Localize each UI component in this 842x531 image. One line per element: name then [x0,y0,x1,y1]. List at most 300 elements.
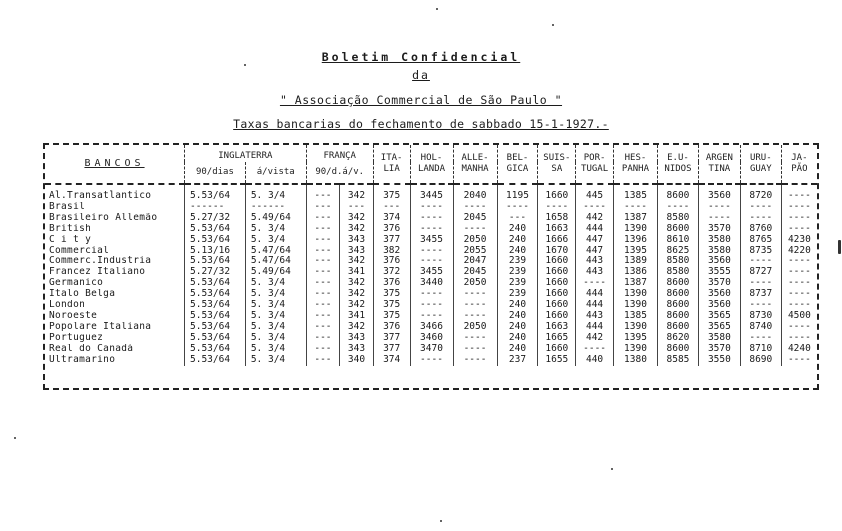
rate-cell: 1658 [538,213,576,224]
rate-cell: ---- [410,289,453,300]
rate-cell: ---- [781,267,817,278]
header-bancos: BANCOS [45,145,185,184]
rate-cell: 377 [373,344,410,355]
rate-cell: 1385 [613,184,657,202]
rate-cell: 5.53/64 [185,322,246,333]
rate-cell: 1389 [613,256,657,267]
rate-cell: --- [340,202,374,213]
table-row [45,202,817,213]
rate-cell: ---- [576,278,614,289]
rate-cell: 3470 [410,344,453,355]
table-row [45,267,817,278]
rate-cell: ---- [613,202,657,213]
rate-cell: 5. 3/4 [245,300,306,311]
rate-cell: 5.53/64 [185,184,246,202]
rate-cell: 440 [576,355,614,366]
rate-cell: 8765 [740,235,781,246]
rate-cell: 340 [340,355,374,366]
rate-cell: 1655 [538,355,576,366]
rate-cell: 2045 [453,213,497,224]
rate-cell: 443 [576,256,614,267]
rate-cell: 240 [497,224,538,235]
header-suissa: SUIS- SA [538,145,576,184]
bank-name: London [49,300,86,311]
table-row [45,355,817,366]
rate-cell: 5.53/64 [185,256,246,267]
rate-cell: 372 [373,267,410,278]
table-row [45,235,817,246]
bank-name: Germanico [49,278,104,289]
rate-cell: 5. 3/4 [245,311,306,322]
header-uruguay: URU- GUAY [740,145,781,184]
bank-name: Noroeste [49,310,98,321]
rate-cell: 376 [373,278,410,289]
rate-cell: 1660 [538,278,576,289]
header-belgica: BEL- GICA [497,145,538,184]
rate-cell: 8740 [740,322,781,333]
rate-cell: 3570 [698,278,740,289]
rate-cell: 1390 [613,300,657,311]
rate-cell: 3560 [698,256,740,267]
rate-cell: ---- [740,213,781,224]
rate-cell: ---- [740,202,781,213]
rate-cell: --- [306,278,340,289]
rate-cell: 5.53/64 [185,355,246,366]
rate-cell: ---- [698,202,740,213]
rate-cell: 1660 [538,289,576,300]
bank-name: Brasil [49,201,86,212]
rate-cell: 3560 [698,289,740,300]
header-japao: JA- PÃO [781,145,817,184]
rate-cell: 8730 [740,311,781,322]
rate-cell: 8580 [658,256,699,267]
table-row [45,344,817,355]
header-hollanda: HOL- LANDA [410,145,453,184]
rate-cell: 8735 [740,246,781,257]
header-franca-sub: 90/d.á/v. [306,162,373,184]
rate-cell: 374 [373,355,410,366]
rate-cell: 5.53/64 [185,333,246,344]
table-row [45,256,817,267]
rate-cell: 8600 [658,344,699,355]
rate-cell: 374 [373,213,410,224]
document-subtitle: da [412,68,430,82]
rate-cell: 443 [576,267,614,278]
rate-cell: 1390 [613,224,657,235]
bank-name: Commercial [49,245,110,256]
rate-cell: 1390 [613,344,657,355]
rate-cell: 8585 [658,355,699,366]
rate-cell: ---- [740,278,781,289]
rate-cell: ---- [781,224,817,235]
rate-cell: 444 [576,322,614,333]
header-inglaterra-vista: á/vista [245,162,306,184]
rate-cell: 343 [340,344,374,355]
rate-cell: 3580 [698,333,740,344]
rate-cell: --- [306,235,340,246]
rate-cell: 342 [340,213,374,224]
rate-cell: --- [306,202,340,213]
scan-speck [244,64,246,66]
rate-cell: 5. 3/4 [245,235,306,246]
rate-cell: 5. 3/4 [245,289,306,300]
rate-cell: 3565 [698,311,740,322]
scan-speck [611,468,613,470]
bank-name: Italo Belga [49,289,116,300]
bank-name: C i t y [49,234,92,245]
rate-cell: 342 [340,184,374,202]
rate-cell: 343 [340,235,374,246]
rate-cell: 1396 [613,235,657,246]
rate-cell: --- [306,322,340,333]
rate-cell: ---- [781,278,817,289]
bank-name: Francez Italiano [49,267,146,278]
rate-cell: 5.13/16 [185,246,246,257]
bank-name: Brasileiro Allemão [49,212,158,223]
rate-cell: --- [306,300,340,311]
rate-cell: ---- [410,355,453,366]
rate-cell: ---- [781,256,817,267]
rate-cell: 4220 [781,246,817,257]
rate-cell: 1386 [613,267,657,278]
bank-name: Al.Transatlantico [49,190,152,201]
rate-cell: 1380 [613,355,657,366]
rate-cell: 2040 [453,184,497,202]
rate-cell: 341 [340,311,374,322]
rate-cell: 8600 [658,311,699,322]
rate-cell: ---- [781,289,817,300]
rate-cell: 342 [340,224,374,235]
rate-cell: 5.53/64 [185,235,246,246]
rate-cell: ---- [453,300,497,311]
rate-cell: ---- [781,202,817,213]
rate-cell: 8600 [658,289,699,300]
rate-cell: 5.49/64 [245,267,306,278]
rate-cell: 240 [497,246,538,257]
rate-cell: 3580 [698,246,740,257]
rate-cell: 4240 [781,344,817,355]
rate-cell: --- [306,344,340,355]
rate-cell: 442 [576,333,614,344]
rate-cell: ---- [740,333,781,344]
rate-cell: 8610 [658,235,699,246]
exchange-rate-table [43,143,819,390]
rate-cell: --- [373,202,410,213]
table-row [45,333,817,344]
rate-cell: 1663 [538,322,576,333]
rate-cell: 376 [373,322,410,333]
rate-cell: 1670 [538,246,576,257]
rate-cell: 240 [497,344,538,355]
rate-cell: 5.53/64 [185,311,246,322]
rate-cell: 3565 [698,322,740,333]
rate-cell: 3455 [410,267,453,278]
table-caption: Taxas bancarias do fechamento de sabbado 15-1-1927.- [233,117,609,131]
rate-cell: ---- [453,311,497,322]
rate-cell: 5.53/64 [185,278,246,289]
rate-cell: 5.53/64 [185,300,246,311]
rate-cell: ---- [497,202,538,213]
header-inglaterra-90dias: 90/dias [185,162,246,184]
rate-cell: 444 [576,289,614,300]
rate-cell: 3570 [698,224,740,235]
rate-cell: 237 [497,355,538,366]
header-italia: ITA- LIA [373,145,410,184]
rate-cell: 5. 3/4 [245,344,306,355]
rate-cell: 5. 3/4 [245,333,306,344]
rate-cell: ---- [781,322,817,333]
rate-cell: 8710 [740,344,781,355]
rate-cell: 1660 [538,344,576,355]
rate-cell: 8690 [740,355,781,366]
rate-cell: ------ [245,202,306,213]
table-row [45,289,817,300]
bank-name: Portuguez [49,332,104,343]
header-franca: FRANÇA [306,145,373,162]
rate-cell: 342 [340,289,374,300]
header-allemanha: ALLE- MANHA [453,145,497,184]
rate-cell: 8600 [658,322,699,333]
rate-cell: ---- [781,213,817,224]
rate-cell: --- [306,246,340,257]
rate-cell: 8760 [740,224,781,235]
rate-cell: --- [306,289,340,300]
rate-cell: 342 [340,300,374,311]
rate-cell: 1195 [497,184,538,202]
rate-cell: ---- [781,184,817,202]
scan-edge-mark [838,240,841,254]
rate-cell: 2055 [453,246,497,257]
rate-cell: 240 [497,322,538,333]
rate-cell: 1660 [538,311,576,322]
rate-cell: 342 [340,322,374,333]
rate-cell: --- [306,311,340,322]
rate-cell: ---- [453,202,497,213]
document-title: Boletim Confidencial [321,50,521,64]
rate-cell: 240 [497,311,538,322]
bank-name: Commerc.Industria [49,256,152,267]
rate-cell: ---- [781,300,817,311]
table-row [45,278,817,289]
header-inglaterra: INGLATERRA [185,145,307,162]
rate-cell: ---- [410,246,453,257]
bank-name: Ultramarino [49,354,116,365]
rate-cell: 1665 [538,333,576,344]
rate-cell: 341 [340,267,374,278]
table-row [45,311,817,322]
rate-cell: ---- [698,213,740,224]
rate-cell: 2047 [453,256,497,267]
rate-cell: 442 [576,213,614,224]
rate-cell: 443 [576,311,614,322]
rate-cell: 342 [340,278,374,289]
rate-cell: 343 [340,333,374,344]
rate-cell: 1395 [613,333,657,344]
rate-cell: 2045 [453,267,497,278]
rate-cell: ---- [658,202,699,213]
scan-speck [14,437,16,439]
rate-cell: --- [306,256,340,267]
rate-cell: 342 [340,256,374,267]
rate-cell: 1387 [613,213,657,224]
rate-cell: 8600 [658,278,699,289]
rate-cell: 1395 [613,246,657,257]
rate-cell: 240 [497,235,538,246]
rate-cell: 5.27/32 [185,267,246,278]
header-portugal: POR- TUGAL [576,145,614,184]
rate-cell: 375 [373,289,410,300]
rate-cell: 8720 [740,184,781,202]
rate-cell: 8737 [740,289,781,300]
rate-cell: 8727 [740,267,781,278]
rate-cell: 5. 3/4 [245,184,306,202]
table-row [45,213,817,224]
rate-cell: 1660 [538,267,576,278]
rate-cell: 8600 [658,184,699,202]
rate-cell: 447 [576,235,614,246]
scan-speck [440,520,442,522]
rate-cell: ---- [538,202,576,213]
rate-cell: 343 [340,246,374,257]
rate-cell: 377 [373,333,410,344]
rate-cell: 8580 [658,213,699,224]
rate-cell: 1390 [613,322,657,333]
rate-cell: 1663 [538,224,576,235]
rate-cell: 8580 [658,267,699,278]
rate-cell: ---- [453,333,497,344]
table-row [45,322,817,333]
organization-name: " Associação Commercial de São Paulo " [279,93,563,107]
rate-cell: ---- [453,355,497,366]
rate-cell: 3460 [410,333,453,344]
rate-cell: 3440 [410,278,453,289]
rate-cell: ---- [453,224,497,235]
rate-cell: 377 [373,235,410,246]
rate-cell: 382 [373,246,410,257]
rate-cell: --- [306,184,340,202]
rate-cell: 3580 [698,235,740,246]
rate-cell: ---- [576,344,614,355]
rate-cell: 5.53/64 [185,224,246,235]
header-argentina: ARGEN TINA [698,145,740,184]
rate-cell: 3455 [410,235,453,246]
rate-cell: 447 [576,246,614,257]
header-hespanha: HES- PANHA [613,145,657,184]
rate-cell: --- [306,224,340,235]
table-row [45,300,817,311]
rate-cell: --- [306,267,340,278]
rate-cell: 3550 [698,355,740,366]
rate-cell: 1660 [538,184,576,202]
rate-cell: 239 [497,267,538,278]
rate-cell: 5.53/64 [185,344,246,355]
rate-cell: 240 [497,333,538,344]
rate-cell: --- [497,213,538,224]
rate-cell: 5.47/64 [245,256,306,267]
rate-cell: ---- [576,202,614,213]
rate-cell: 1390 [613,289,657,300]
rate-cell: 239 [497,278,538,289]
rate-cell: 3445 [410,184,453,202]
rate-cell: ---- [781,355,817,366]
rate-cell: 5. 3/4 [245,355,306,366]
rate-cell: ---- [453,344,497,355]
rate-cell: ---- [410,202,453,213]
rate-cell: 3466 [410,322,453,333]
rate-cell: 1660 [538,300,576,311]
rate-cell: 5.49/64 [245,213,306,224]
rate-cell: 8625 [658,246,699,257]
rate-cell: 375 [373,184,410,202]
table-row [45,184,817,202]
table-row [45,224,817,235]
rate-cell: 375 [373,300,410,311]
rate-cell: 2050 [453,322,497,333]
rate-cell: 8620 [658,333,699,344]
rate-cell: 1385 [613,311,657,322]
rate-cell: ---- [740,256,781,267]
rate-cell: 8600 [658,224,699,235]
rate-cell: 1387 [613,278,657,289]
rate-cell: 5. 3/4 [245,278,306,289]
rate-cell: ---- [410,256,453,267]
rate-cell: ---- [410,300,453,311]
rate-cell: 239 [497,289,538,300]
rate-cell: 5.47/64 [245,246,306,257]
rate-cell: 2050 [453,278,497,289]
rate-cell: 4230 [781,235,817,246]
rate-cell: 8600 [658,300,699,311]
rate-cell: 445 [576,184,614,202]
rate-cell: 3570 [698,344,740,355]
bank-name: Real do Canadá [49,343,134,354]
rate-cell: 376 [373,224,410,235]
rate-cell: 3555 [698,267,740,278]
rate-cell: ---- [410,311,453,322]
rate-cell: ---- [740,300,781,311]
rate-cell: 1660 [538,256,576,267]
rate-cell: 2050 [453,235,497,246]
rate-cell: 3560 [698,184,740,202]
rate-cell: ---- [453,289,497,300]
scan-speck [436,8,438,10]
rate-cell: 1666 [538,235,576,246]
rate-cell: ---- [410,213,453,224]
rate-cell: 5. 3/4 [245,322,306,333]
rate-cell: 444 [576,224,614,235]
rate-cell: 444 [576,300,614,311]
rate-cell: --- [306,333,340,344]
rate-cell: 3560 [698,300,740,311]
rate-cell: ---- [781,333,817,344]
table-row [45,246,817,257]
rate-cell: 375 [373,311,410,322]
rate-cell: 5.27/32 [185,213,246,224]
header-eunidos: E.U- NIDOS [658,145,699,184]
rate-cell: 4500 [781,311,817,322]
scan-speck [552,24,554,26]
bank-name: British [49,223,92,234]
rate-cell: ---- [410,224,453,235]
rate-cell: --- [306,355,340,366]
rate-cell: 239 [497,256,538,267]
bank-name: Popolare Italiana [49,321,152,332]
rate-cell: 5. 3/4 [245,224,306,235]
rate-cell: 240 [497,300,538,311]
rate-cell: 5.53/64 [185,289,246,300]
rate-cell: --- [306,213,340,224]
rate-cell: 376 [373,256,410,267]
